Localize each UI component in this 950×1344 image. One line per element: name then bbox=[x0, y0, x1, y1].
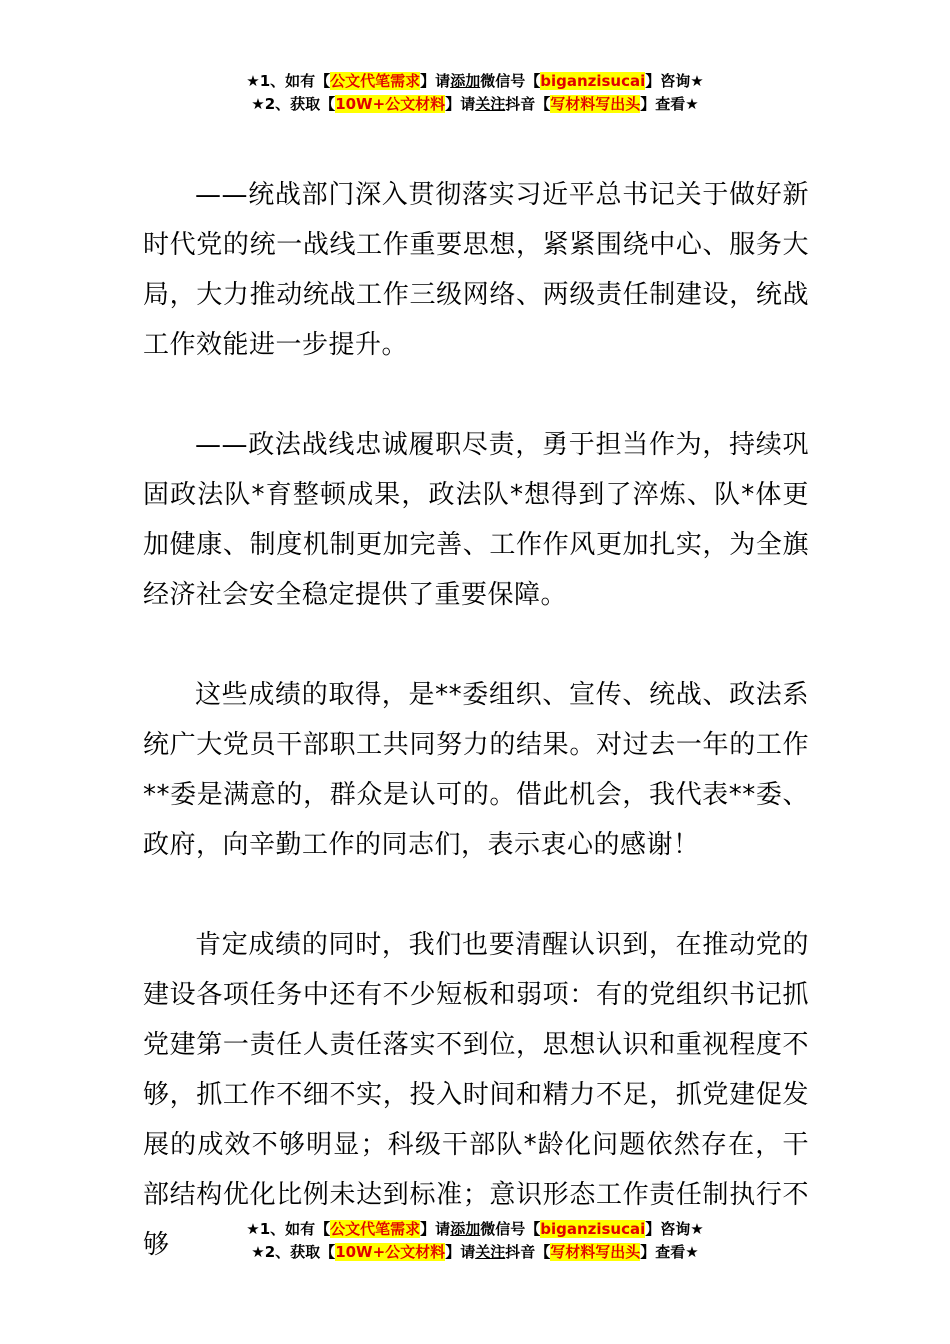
materials-highlight: 10W+公文材料 bbox=[335, 1243, 446, 1261]
header-line-1: ★1、如有【公文代笔需求】请添加微信号【biganzisucai】咨询★ bbox=[246, 72, 704, 90]
footer-line-2: ★2、获取【10W+公文材料】请关注抖音【写材料写出头】查看★ bbox=[251, 1243, 699, 1261]
douyin-account-highlight: 写材料写出头 bbox=[550, 1243, 641, 1261]
wechat-id-highlight: biganzisucai bbox=[540, 1220, 646, 1238]
paragraph: ——统战部门深入贯彻落实习近平总书记关于做好新时代党的统一战线工作重要思想，紧紧围绕中心、服务大局，大力推动统战工作三级网络、两级责任制建设，统战工作效能进一步提升。 bbox=[143, 180, 809, 360]
service-highlight: 公文代笔需求 bbox=[330, 1220, 421, 1238]
footer-line-1: ★1、如有【公文代笔需求】请添加微信号【biganzisucai】咨询★ bbox=[246, 1220, 704, 1238]
douyin-account-highlight: 写材料写出头 bbox=[550, 95, 641, 113]
wechat-id-highlight: biganzisucai bbox=[540, 72, 646, 90]
document-body bbox=[143, 170, 809, 1320]
header-banner bbox=[0, 70, 950, 116]
header-line-2: ★2、获取【10W+公文材料】请关注抖音【写材料写出头】查看★ bbox=[251, 95, 699, 113]
paragraph: ——政法战线忠诚履职尽责，勇于担当作为，持续巩固政法队*育整顿成果，政法队*想得到了淬炼、队*体更加健康、制度机制更加完善、工作作风更加扎实，为全旗经济社会安全稳定提供了重要保障。 bbox=[143, 430, 809, 610]
materials-highlight: 10W+公文材料 bbox=[335, 95, 446, 113]
service-highlight: 公文代笔需求 bbox=[330, 72, 421, 90]
paragraph: 这些成绩的取得，是**委组织、宣传、统战、政法系统广大党员干部职工共同努力的结果。对过去一年的工作**委是满意的，群众是认可的。借此机会，我代表**委、政府，向辛勤工作的同志们，表示衷心的感谢！ bbox=[143, 680, 809, 860]
footer-banner bbox=[0, 1218, 950, 1264]
paragraph: 肯定成绩的同时，我们也要清醒认识到，在推动党的建设各项任务中还有不少短板和弱项：有的党组织书记抓党建第一责任人责任落实不到位，思想认识和重视程度不够，抓工作不细不实，投入时间和精力不足，抓党建促发展的成效不够明显；科级干部队*龄化问题依然存在，干部结构优化比例未达到标准；意识形态工作责任制执行不够 bbox=[143, 930, 809, 1260]
